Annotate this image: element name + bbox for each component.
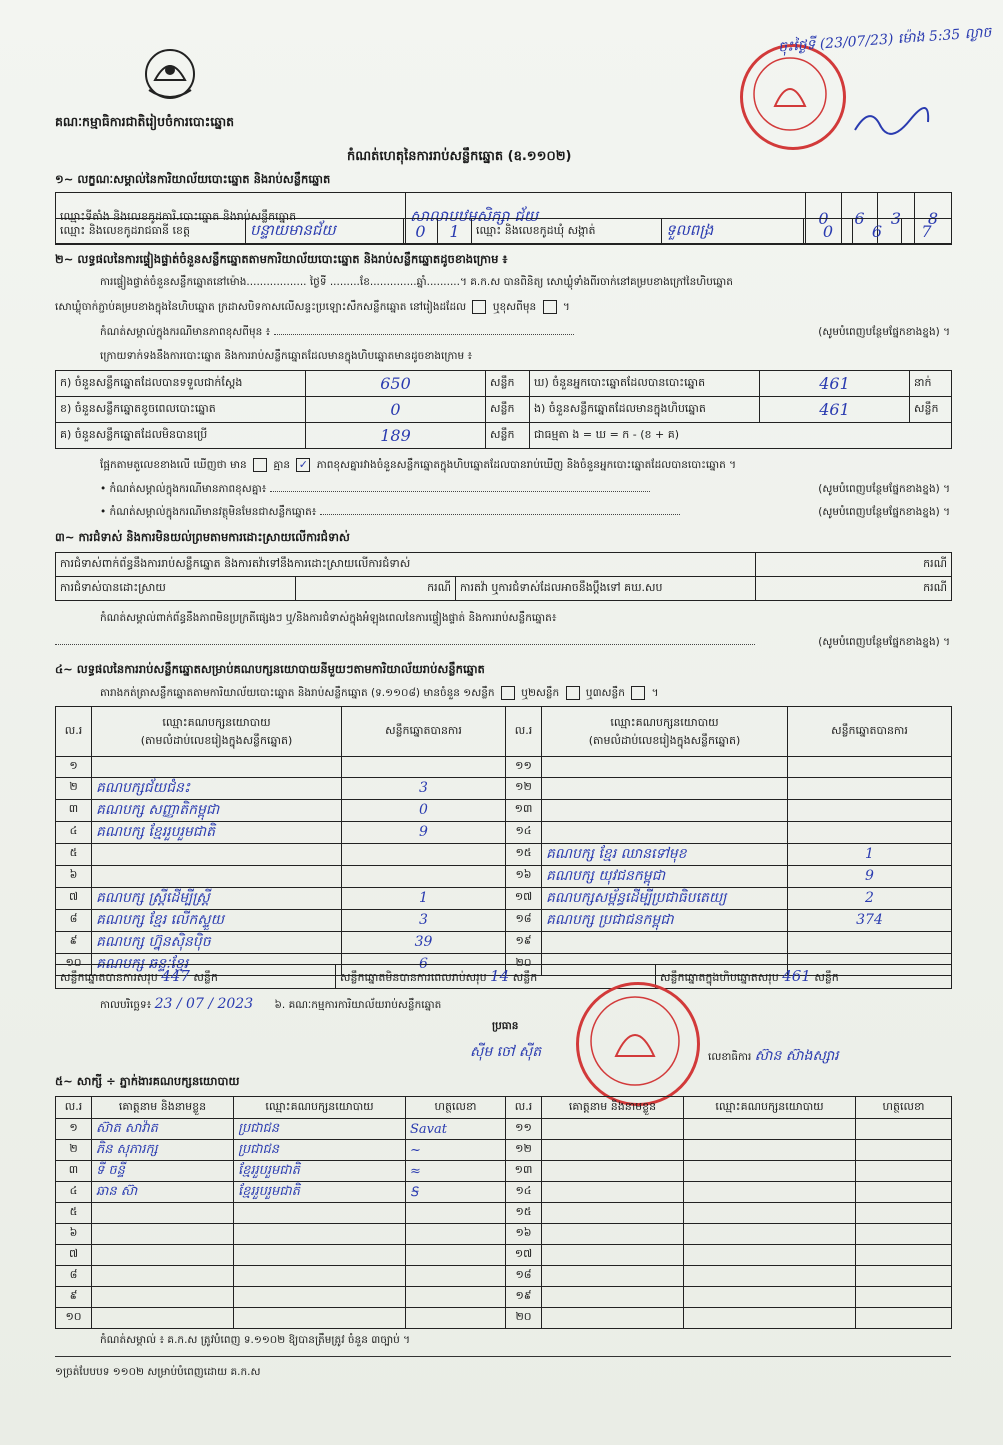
witness-party: [234, 1245, 406, 1266]
difference-bullet: • កំណត់សម្គាល់ក្នុងករណីមានភាពខុសគ្នា៖: [100, 483, 267, 495]
row-no: ១៣: [506, 1161, 542, 1182]
witness-signature: [856, 1140, 952, 1161]
witness-signature: ~: [406, 1140, 506, 1161]
date-value: 23 / 07 / 2023: [154, 996, 254, 1012]
unit: សន្លឹក: [486, 371, 530, 397]
unused-value: 189: [306, 423, 486, 449]
w-col-sign: ហត្ថលេខា: [856, 1097, 952, 1119]
col-no-header: ល.រ: [506, 707, 542, 757]
spoiled-value: 0: [306, 397, 486, 423]
table-row: [56, 1140, 952, 1161]
no-difference-label: គ្មាន: [273, 459, 291, 471]
table-row: [56, 1224, 952, 1245]
witness-signature: [406, 1308, 506, 1329]
witness-signature: [856, 1119, 952, 1140]
col-no-header: ល.រ: [56, 707, 92, 757]
committee-stamp: [576, 982, 700, 1106]
witness-signature: [406, 1266, 506, 1287]
table-row: [56, 777, 952, 799]
row-no: ១៤: [506, 1182, 542, 1203]
has-difference-checkbox[interactable]: [253, 458, 267, 472]
col-party-sub: (តាមលំដាប់លេខរៀងក្នុងសន្លឹកឆ្នោត): [588, 733, 741, 747]
unit: នាក់: [910, 371, 952, 397]
party-name: [542, 931, 788, 953]
witness-name: ឆាន ស៊ា: [92, 1182, 234, 1203]
section2-heading: ២~ លទ្ធផលនៃការផ្ទៀងផ្ទាត់ចំនួនសន្លឹកឆ្នោតតាមការិយាល័យបោះឆ្នោត និងរាប់សន្លឹកឆ្នោតដូចខាងក្រោម ៖: [55, 252, 508, 266]
total-box-label: សន្លឹកឆ្នោតក្នុងហិបឆ្នោតសរុប: [660, 970, 779, 984]
table-row: [56, 1287, 952, 1308]
party-votes: 0: [342, 799, 506, 821]
voters-value: 461: [760, 371, 910, 397]
province-code-digit: 1: [438, 219, 472, 245]
date-label: កាលបរិច្ឆេទ៖: [100, 999, 152, 1011]
party-name: [542, 799, 788, 821]
witness-signature: [856, 1287, 952, 1308]
row-no: ៥: [56, 843, 92, 865]
party-votes: 2: [788, 887, 952, 909]
unit: សន្លឹក: [814, 970, 839, 984]
voters-label: ឃ) ចំនួនអ្នកបោះឆ្នោតដែលបានបោះឆ្នោត: [530, 371, 760, 397]
witness-signature: ≈: [406, 1161, 506, 1182]
table-row: [56, 843, 952, 865]
row-no: ១: [56, 757, 92, 778]
party-name: [92, 843, 342, 865]
no-difference-checkbox[interactable]: ✓: [296, 458, 310, 472]
table-row: [56, 1266, 952, 1287]
party-votes: [788, 821, 952, 843]
received-value: 650: [306, 371, 486, 397]
witness-party: ប្រជាជន: [234, 1140, 406, 1161]
row-no: ១៦: [506, 865, 542, 887]
row-no: ៨: [56, 909, 92, 931]
appeal-label: ការតវ៉ា ឬការជំទាស់ដែលអាចនឹងប្តឹងទៅ គឃ.សប: [456, 577, 756, 601]
unit: សន្លឹក: [486, 397, 530, 423]
row-no: ២០: [506, 1308, 542, 1329]
witness-name: [542, 1287, 684, 1308]
nec-emblem-icon: [135, 40, 205, 108]
w-col-name: គោត្តនាម និងនាមខ្លួន: [92, 1097, 234, 1119]
witness-name: [92, 1224, 234, 1245]
col-votes-header: សន្លឹកឆ្នោតបានការ: [342, 707, 506, 757]
witness-signature: [856, 1266, 952, 1287]
row-no: ៣: [56, 799, 92, 821]
row-no: ១១: [506, 757, 542, 778]
in-box-value: 461: [760, 397, 910, 423]
fill-back-note: (សូមបំពេញបន្ថែមផ្នែកខាងខ្នង) ។: [818, 326, 950, 338]
party-name: គណបក្ស ប្រជាជនកម្ពុជា: [542, 909, 788, 931]
site-value: សាលាបឋមសិក្សា ជ័យ: [406, 193, 806, 244]
foreign-object-bullet: • កំណត់សម្គាល់ក្នុងករណីមានវត្ថុមិនមែនជាសន្លឹកឆ្នោត៖: [100, 506, 317, 518]
province-code-digit: 0: [404, 219, 438, 245]
witness-name: [542, 1266, 684, 1287]
witness-party: [684, 1287, 856, 1308]
row-no: ១៩: [506, 1287, 542, 1308]
col-party-header: ឈ្មោះគណបក្សនយោបាយ: [610, 715, 719, 729]
difference-note-label: កំណត់សម្គាល់ក្នុងករណីមានភាពខុសពីមុន ៖: [100, 326, 271, 338]
party-votes: 9: [342, 821, 506, 843]
changed-checkbox[interactable]: [543, 300, 557, 314]
stamp-signature-icon: [850, 100, 930, 140]
party-votes: 6: [342, 953, 506, 975]
witness-name: [542, 1203, 684, 1224]
witness-party: [234, 1287, 406, 1308]
table-row: [56, 1161, 952, 1182]
case-label: ករណី: [296, 577, 456, 601]
row-no: ៩: [56, 931, 92, 953]
row-no: ១៤: [506, 821, 542, 843]
site-label: ឈ្មោះទីតាំង និងលេខកូដការិ.បោះឆ្នោត និងរាប់សន្លឹកឆ្នោត: [56, 193, 406, 244]
changed-label: ឬខុសពីមុន: [492, 301, 537, 313]
witness-signature: [406, 1224, 506, 1245]
row-no: ១៨: [506, 1266, 542, 1287]
unit: សន្លឹក: [512, 970, 538, 984]
party-name: [542, 821, 788, 843]
row-no: ៤: [56, 821, 92, 843]
table-row: [56, 757, 952, 778]
witness-name: [92, 1266, 234, 1287]
witness-party: [684, 1119, 856, 1140]
witness-signature: [856, 1245, 952, 1266]
one-sheet-checkbox[interactable]: [501, 686, 515, 700]
total-box-value: 461: [782, 966, 811, 985]
section1-heading: ១~ លក្ខណៈសម្គាល់នៃការិយាល័យបោះឆ្នោត និងរាប់សន្លឹកឆ្នោត: [55, 172, 331, 186]
party-votes: 3: [342, 777, 506, 799]
witness-party: ប្រជាជន: [234, 1119, 406, 1140]
witness-name: [542, 1161, 684, 1182]
witness-signature: [856, 1203, 952, 1224]
col-party-sub: (តាមលំដាប់លេខរៀងក្នុងសន្លឹកឆ្នោត): [140, 733, 293, 747]
witness-name: [542, 1119, 684, 1140]
party-name: គណបក្ស ហ្វ៊ុនស៊ិនប៉ិច: [92, 931, 342, 953]
witness-party: [684, 1203, 856, 1224]
section4-heading: ៤~ លទ្ធផលនៃការរាប់សន្លឹកឆ្នោតសម្រាប់គណបក្សនយោបាយនីមួយៗតាមការិយាល័យរាប់សន្លឹកឆ្នោត: [55, 662, 485, 676]
w-col-party: ឈ្មោះគណបក្សនយោបាយ: [684, 1097, 856, 1119]
witness-name: [92, 1287, 234, 1308]
party-votes: 9: [788, 865, 952, 887]
commune-value: ទួលពង្រ: [662, 219, 804, 245]
row-no: ៣: [56, 1161, 92, 1182]
chief-label: ប្រធាន: [492, 1020, 519, 1032]
party-name: គណបក្ស សញ្ញាតិកម្ពុជា: [92, 799, 342, 821]
witness-signature: [406, 1203, 506, 1224]
row-no: ៦: [56, 865, 92, 887]
site-code-digit: 0: [806, 193, 842, 244]
witness-signature: [406, 1287, 506, 1308]
total-invalid-value: 14: [490, 966, 510, 985]
w-col-party: ឈ្មោះគណបក្សនយោបាយ: [234, 1097, 406, 1119]
form-note: កំណត់សម្គាល់ ៖ គ.ក.ស ត្រូវបំពេញ ទ.១១០២ ឱ្យបានត្រឹមត្រូវ ចំនួន ៣ច្បាប់ ។: [100, 1334, 411, 1346]
fill-back-note: (សូមបំពេញបន្ថែមផ្នែកខាងខ្នង) ។: [818, 506, 950, 518]
party-name: គណបក្ស ស្ត្រីដើម្បីស្ត្រី: [92, 887, 342, 909]
party-votes: [342, 843, 506, 865]
table-row: [56, 865, 952, 887]
row-no: ១៧: [506, 887, 542, 909]
witness-party: [684, 1224, 856, 1245]
table-row: [56, 1308, 952, 1329]
party-votes: [788, 757, 952, 778]
party-votes: 1: [342, 887, 506, 909]
witness-party: [684, 1245, 856, 1266]
chief-signature: ស៊ីម ចៅ ស៊ីត: [470, 1044, 542, 1060]
table-row: [56, 931, 952, 953]
stamp-handwritten-note: ចុះថ្ងៃទី (23/07/23) ម៉ោង 5:35 ល្ងាច: [777, 24, 992, 56]
witness-signature: [856, 1224, 952, 1245]
section1-table-row2: [55, 218, 952, 245]
row-no: ២: [56, 777, 92, 799]
total-invalid-label: សន្លឹកឆ្នោតមិនបានការពេលរាប់សរុប: [340, 970, 487, 984]
fill-back-note: (សូមបំពេញបន្ថែមផ្នែកខាងខ្នង) ។: [818, 483, 950, 495]
irregularity-note: កំណត់សម្គាល់ពាក់ព័ន្ធនឹងភាពមិនប្រក្រតីផ្សេងៗ ឬ/និងការជំទាស់ក្នុងអំឡុងពេលនៃការផ្ទៀងផ្ទាត់ និងការរាប់សន្លឹកឆ្នោត៖: [100, 612, 557, 624]
witness-party: [234, 1266, 406, 1287]
spoiled-label: ខ) ចំនួនសន្លឹកឆ្នោតខូចពេលបោះឆ្នោត: [56, 397, 306, 423]
witness-party: [234, 1203, 406, 1224]
witness-party: [684, 1182, 856, 1203]
table-row: [56, 909, 952, 931]
witness-name: [92, 1308, 234, 1329]
w-col-no: ល.រ: [56, 1097, 92, 1119]
ballot-count-table: [55, 370, 952, 449]
col-party-header: ឈ្មោះគណបក្សនយោបាយ: [162, 715, 271, 729]
witness-table: [55, 1096, 952, 1329]
row-no: ១៦: [506, 1224, 542, 1245]
party-votes: [788, 799, 952, 821]
sheets-intro: តារាងកត់ត្រាសន្លឹកឆ្នោតតាមការិយាល័យបោះឆ្នោត និងរាប់សន្លឹកឆ្នោត (ទ.១១០៨) មានចំនួន ១សន្លឹក: [100, 687, 495, 699]
witness-party: [684, 1161, 856, 1182]
committee-label: ៦. គណៈកម្មការការិយាល័យរាប់សន្លឹកឆ្នោត: [274, 999, 442, 1011]
received-label: ក) ចំនួនសន្លឹកឆ្នោតដែលបានទទួលជាក់ស្តែង: [56, 371, 306, 397]
witness-name: [542, 1224, 684, 1245]
unit: សន្លឹក: [193, 970, 218, 984]
witness-party: ខ្មែររួបរួមជាតិ: [234, 1161, 406, 1182]
party-votes: 39: [342, 931, 506, 953]
table-row: [56, 887, 952, 909]
table-row: [56, 821, 952, 843]
commune-code-digit: 6: [853, 219, 902, 245]
w-col-no: ល.រ: [506, 1097, 542, 1119]
row-no: ១៣: [506, 799, 542, 821]
witness-name: [542, 1182, 684, 1203]
witness-party: [234, 1224, 406, 1245]
witness-signature: [856, 1182, 952, 1203]
objections-table: [55, 552, 952, 601]
row-no: ២០: [506, 953, 542, 975]
row-no: ១០: [56, 953, 92, 975]
witness-party: [234, 1308, 406, 1329]
witness-name: [92, 1203, 234, 1224]
party-votes: 374: [788, 909, 952, 931]
party-name: គណបក្ស ខ្មែរ ឈានទៅមុខ: [542, 843, 788, 865]
objection-row: ការជំទាស់ពាក់ព័ន្ធនឹងការរាប់សន្លឹកឆ្នោត និងការតវ៉ាទៅនឹងការដោះស្រាយលើការជំទាស់: [56, 553, 756, 577]
official-stamp: [740, 44, 846, 150]
commune-label: ឈ្មោះ និងលេខកូដឃុំ សង្កាត់: [472, 219, 662, 245]
witness-name: [542, 1140, 684, 1161]
party-name: គណបក្ស ខ្មែររួបរួមជាតិ: [92, 821, 342, 843]
site-code-digit: 6: [842, 193, 878, 244]
party-name: គណបក្ស ឆន្ទៈខ្មែរ: [92, 953, 342, 975]
col-votes-header: សន្លឹកឆ្នោតបានការ: [788, 707, 952, 757]
party-results-table: [55, 706, 952, 976]
party-name: គណបក្សជ័យជំនះ: [92, 777, 342, 799]
witness-name: ភិន សុភារក្ស: [92, 1140, 234, 1161]
party-votes: 3: [342, 909, 506, 931]
w-col-name: គោត្តនាម និងនាមខ្លួន: [542, 1097, 684, 1119]
witness-party: [684, 1266, 856, 1287]
commune-code-digit: 0: [804, 219, 853, 245]
unit: សន្លឹក: [910, 397, 952, 423]
witness-party: ខ្មែររួបរួមជាតិ: [234, 1182, 406, 1203]
party-name: [92, 865, 342, 887]
fill-back-note: (សូមបំពេញបន្ថែមផ្នែកខាងខ្នង) ។: [818, 636, 950, 648]
row-no: ១៥: [506, 843, 542, 865]
compare-text: ផ្អែកតាមតួលេខខាងលើ ឃើញថា មាន: [100, 459, 247, 471]
resolved-label: ការជំទាស់បានដោះស្រាយ: [56, 577, 296, 601]
witness-party: [684, 1308, 856, 1329]
row-no: ៧: [56, 1245, 92, 1266]
document-page: គណៈកម្មាធិការជាតិរៀបចំការបោះឆ្នោត ចុះថ្ងៃទី (23/07/23) ម៉ោង 5:35 ល្ងាច កំណត់ហេតុនៃការរាប់សន្លឹកឆ្នោត (ឧ.១១០២) ១~ លក្ខណៈសម្គាល់នៃការិយាល័យបោះឆ្នោត និងរាប់សន្លឹកឆ្នោត ឈ្មោះទីតាំង និងលេខកូដការិ.បោះឆ្នោត និងរាប់សន្លឹកឆ្នោត សាលាបឋមសិក្សា ជ័យ 0 6 3 8 ឈ្មោះ និងលេខកូដរាជធានី ខេត្ត បន្ទាយមានជ័យ 0 1 ឈ្មោះ និងលេខកូដឃុំ សង្កាត់ ទួលពង្រ 0 6 7 ២~ លទ្ធផលនៃការផ្ទៀងផ្ទាត់ចំនួនសន្លឹកឆ្នោតតាមការិយាល័យបោះឆ្នោត និងរាប់សន្លឹកឆ្នោតដូចខាងក្រោម ៖ ការផ្ទៀងផ្ទាត់ចំនួនសន្លឹកឆ្នោតនៅម៉ោង.................. ថ្ងៃទី .........ខែ..............ឆ្នាំ..........។ គ.ក.ស បានពិនិត្យ សោឃ្លុំទាំងពីរចាក់នៅគម្របខាងក្រៅនៃហិបឆ្នោត សោឃ្លុំចាក់ភ្ជាប់គម្របខាងក្នុងនៃហិបឆ្នោត ក្រដាសបិទកាសលើសន្ទះប្រឡោះសឹកសន្លឹកឆ្នោត នៅរៀងដដែល ឬខុសពីមុន ។ កំណត់សម្គាល់ក្នុងករណីមានភាពខុសពីមុន ៖ (សូមបំពេញបន្ថែមផ្នែកខាងខ្នង) ។ ក្រោយទាក់ទងនឹងការបោះឆ្នោត និងការរាប់សន្លឹកឆ្នោតដែលមានក្នុងហិបឆ្នោតមានដូចខាងក្រោម ៖ ក) ចំនួនសន្លឹកឆ្នោតដែលបានទទួលជាក់ស្តែង 650 សន្លឹក ឃ) ចំនួនអ្នកបោះឆ្នោតដែលបានបោះឆ្នោត 461 នាក់ ខ) ចំនួនសន្លឹកឆ្នោតខូចពេលបោះឆ្នោត 0 សន្លឹក ង) ចំនួនសន្លឹកឆ្នោតដែលមានក្នុងហិបឆ្នោត 461 សន្លឹក គ) ចំនួនសន្លឹកឆ្នោតដែលមិនបានប្រើ 189 សន្លឹក ជាធម្មតា ង = ឃ = ក - (ខ + គ) ផ្អែកតាមតួលេខខាងលើ ឃើញថា មាន គ្មាន ✓ ភាពខុសគ្នារវាងចំនួនសន្លឹកឆ្នោតក្នុងហិបឆ្នោតដែលបានរាប់ឃើញ និងចំនួនអ្នកបោះឆ្នោតដែលបានបោះឆ្នោត ។ • កំណត់សម្គាល់ក្នុងករណីមានភាពខុសគ្នា៖ (សូមបំពេញបន្ថែមផ្នែកខាងខ្នង) ។ • កំណត់សម្គាល់ក្នុងករណីមានវត្ថុមិនមែនជាសន្លឹកឆ្នោត៖ (សូមបំពេញបន្ថែមផ្នែកខាងខ្នង) ។ ៣~ ការជំទាស់ និងការមិនយល់ព្រមតាមការដោះស្រាយលើការជំទាស់ ការជំទាស់ពាក់ព័ន្ធនឹងការរាប់សន្លឹកឆ្នោត និងការតវ៉ាទៅនឹងការដោះស្រាយលើការជំទាស់ ករណី ការជំទាស់បានដោះស្រាយ ករណី ការតវ៉ា ឬការជំទាស់ដែលអាចនឹងប្តឹងទៅ គឃ.សប ករណី កំណត់សម្គាល់ពាក់ព័ន្ធនឹងភាពមិនប្រក្រតីផ្សេងៗ ឬ/និងការជំទាស់ក្នុងអំឡុងពេលនៃការផ្ទៀងផ្ទាត់ និងការរាប់សន្លឹកឆ្នោត៖ (សូមបំពេញបន្ថែមផ្នែកខាងខ្នង) ។ ៤~ លទ្ធផលនៃការរាប់សន្លឹកឆ្នោតសម្រាប់គណបក្សនយោបាយនីមួយៗតាមការិយាល័យរាប់សន្លឹកឆ្នោត តារាងកត់ត្រាសន្លឹកឆ្នោតតាមការិយាល័យបោះឆ្នោត និងរាប់សន្លឹកឆ្នោត (ទ.១១០៨) មានចំនួន ១សន្លឹក ឬ២សន្លឹក ឬ៣សន្លឹក ។ ល.រ ឈ្មោះគណបក្សនយោបាយ (តាមលំដាប់លេខរៀងក្នុងសន្លឹកឆ្នោត) សន្លឹកឆ្នោតបានការ ល.រ ឈ្មោះគណបក្សនយោបាយ (តាមលំដាប់លេខរៀងក្នុងសន្លឹកឆ្នោត) សន្លឹកឆ្នោតបានការ ១ ១១ ២ គណបក្សជ័យជំនះ 3 ១២ ៣ គណបក្ស សញ្ញាតិកម្ពុជា 0 ១៣ ៤ គណបក្ស ខ្មែររួបរួមជាតិ 9 ១៤ ៥ ១៥ គណបក្ស ខ្មែរ ឈានទៅមុខ 1 ៦ ១៦ គណបក្ស យុវជនកម្ពុជា 9 ៧ គណបក្ស ស្ត្រីដើម្បីស្ត្រី 1 ១៧ គណបក្សសម្ព័ន្ធដើម្បីប្រជាធិបតេយ្យ 2 ៨ គណបក្ស ខ្មែរ លើកស្ទួយ 3 ១៨ គណបក្ស ប្រជាជនកម្ពុជា 374 ៩ គណបក្ស ហ្វ៊ុនស៊ិនប៉ិច 39 ១៩ ១០ គណបក្ស ឆន្ទៈខ្មែរ 6 ២០ សន្លឹកឆ្នោតបានការសរុប 447 សន្លឹក សន្លឹកឆ្នោតមិនបានការពេលរាប់សរុប 14 សន្លឹក សន្លឹកឆ្នោតក្នុងហិបឆ្នោតសរុប 461 សន្លឹក កាលបរិច្ឆេទ៖ 23 / 07 / 2023 ៦. គណៈកម្មការការិយាល័យរាប់សន្លឹកឆ្នោត ប្រធាន ស៊ីម ចៅ ស៊ីត លេខាធិការ ស៊ាន ស៊ាងស្សារ ៥~ សាក្សី ÷ ភ្នាក់ងារគណបក្សនយោបាយ ល.រ គោត្តនាម និងនាមខ្លួន ឈ្មោះគណបក្សនយោបាយ ហត្ថលេខា ល.រ គោត្តនាម និងនាមខ្លួន ឈ្មោះគណបក្សនយោបាយ ហត្ថលេខា ១ ស៊ាត សាវ៉ាត ប្រជាជន Savat ១១ ២ ភិន សុភារក្ស ប្រជាជន ~ ១២ ៣ ទី ចន្ទី ខ្មែររួបរួមជាតិ ≈ ១៣ ៤ ឆាន ស៊ា ខ្មែររួបរួមជាតិ Ꭶ ១៤ ៥ ១៥ ៦ ១៦ ៧ ១៧ ៨ ១៨ ៩ ១៩ ១០ ២០ កំណត់សម្គាល់ ៖ គ.ក.ស ត្រូវបំពេញ ទ.១១០២ ឱ្យបានត្រឹមត្រូវ ចំនួន ៣ច្បាប់ ។ ១ច្រត់បែបបទ ១១០២ សម្រាប់បំពេញដោយ គ.ក.ស: [0, 0, 1003, 1445]
case-label: ករណី: [756, 553, 952, 577]
three-sheets-label: ឬ៣សន្លឹក: [585, 687, 625, 699]
party-name: [542, 757, 788, 778]
org-name: គណៈកម្មាធិការជាតិរៀបចំការបោះឆ្នោត: [55, 114, 235, 129]
row-no: ៨: [56, 1266, 92, 1287]
row-no: ១១: [506, 1119, 542, 1140]
party-name: គណបក្ស យុវជនកម្ពុជា: [542, 865, 788, 887]
row-no: ៦: [56, 1224, 92, 1245]
row-no: ១៧: [506, 1245, 542, 1266]
witness-signature: [406, 1245, 506, 1266]
total-valid-label: សន្លឹកឆ្នោតបានការសរុប: [60, 970, 158, 984]
witness-name: [542, 1245, 684, 1266]
witness-signature: [856, 1308, 952, 1329]
province-value: បន្ទាយមានជ័យ: [246, 219, 404, 245]
verification-para2: សោឃ្លុំចាក់ភ្ជាប់គម្របខាងក្នុងនៃហិបឆ្នោត ក្រដាសបិទកាសលើសន្ទះប្រឡោះសឹកសន្លឹកឆ្នោត នៅរៀងដដែល: [55, 301, 467, 313]
w-col-sign: ហត្ថលេខា: [406, 1097, 506, 1119]
case-label: ករណី: [756, 577, 952, 601]
row-no: ១៩: [506, 931, 542, 953]
totals-table: [55, 964, 952, 989]
row-no: ២: [56, 1140, 92, 1161]
section3-heading: ៣~ ការជំទាស់ និងការមិនយល់ព្រមតាមការដោះស្រាយលើការជំទាស់: [55, 530, 350, 544]
party-name: [542, 777, 788, 799]
unchanged-checkbox[interactable]: [472, 300, 486, 314]
witness-name: [542, 1308, 684, 1329]
two-sheets-checkbox[interactable]: [566, 686, 580, 700]
site-code-digit: 8: [915, 193, 952, 244]
witness-name: [92, 1245, 234, 1266]
row-no: ៥: [56, 1203, 92, 1224]
party-votes: [788, 777, 952, 799]
party-votes: [342, 757, 506, 778]
witness-signature: [856, 1161, 952, 1182]
unit: សន្លឹក: [486, 423, 530, 449]
party-votes: [342, 865, 506, 887]
verification-para1: ការផ្ទៀងផ្ទាត់ចំនួនសន្លឹកឆ្នោតនៅម៉ោង.................. ថ្ងៃទី .........ខែ..............ឆ្នាំ..........។ គ.ក.ស បានពិនិត្យ សោឃ្លុំទាំងពីរចាក់នៅគម្របខាងក្រៅនៃហិបឆ្នោត: [100, 276, 733, 288]
table-row: [56, 799, 952, 821]
row-no: ៧: [56, 887, 92, 909]
two-sheets-label: ឬ២សន្លឹក: [521, 687, 560, 699]
form-footer: ១ច្រត់បែបបទ ១១០២ សម្រាប់បំពេញដោយ គ.ក.ស: [55, 1366, 261, 1378]
party-votes: 1: [788, 843, 952, 865]
party-name: គណបក្ស ខ្មែរ លើកស្ទួយ: [92, 909, 342, 931]
formula: ជាធម្មតា ង = ឃ = ក - (ខ + គ): [530, 423, 952, 449]
table-row: [56, 1119, 952, 1140]
section5-heading: ៥~ សាក្សី ÷ ភ្នាក់ងារគណបក្សនយោបាយ: [55, 1074, 240, 1088]
secretary-signature: ស៊ាន ស៊ាងស្សារ: [754, 1048, 839, 1064]
row-no: ៩: [56, 1287, 92, 1308]
count-intro: ក្រោយទាក់ទងនឹងការបោះឆ្នោត និងការរាប់សន្លឹកឆ្នោតដែលមានក្នុងហិបឆ្នោតមានដូចខាងក្រោម ៖: [100, 350, 473, 362]
form-title: កំណត់ហេតុនៃការរាប់សន្លឹកឆ្នោត (ឧ.១១០២): [347, 149, 572, 164]
row-no: ១២: [506, 1140, 542, 1161]
province-label: ឈ្មោះ និងលេខកូដរាជធានី ខេត្ត: [56, 219, 246, 245]
row-no: ៤: [56, 1182, 92, 1203]
secretary-label: លេខាធិការ: [708, 1051, 752, 1063]
row-no: ១: [56, 1119, 92, 1140]
unused-label: គ) ចំនួនសន្លឹកឆ្នោតដែលមិនបានប្រើ: [56, 423, 306, 449]
three-sheets-checkbox[interactable]: [631, 686, 645, 700]
row-no: ១៨: [506, 909, 542, 931]
witness-name: ទី ចន្ទី: [92, 1161, 234, 1182]
party-name: គណបក្សសម្ព័ន្ធដើម្បីប្រជាធិបតេយ្យ: [542, 887, 788, 909]
table-row: [56, 1182, 952, 1203]
row-no: ១៥: [506, 1203, 542, 1224]
row-no: ១០: [56, 1308, 92, 1329]
table-row: [56, 1245, 952, 1266]
party-name: [92, 757, 342, 778]
compare-tail: ភាពខុសគ្នារវាងចំនួនសន្លឹកឆ្នោតក្នុងហិបឆ្នោតដែលបានរាប់ឃើញ និងចំនួនអ្នកបោះឆ្នោតដែលបានបោះឆ្នោត ។: [316, 459, 737, 471]
in-box-label: ង) ចំនួនសន្លឹកឆ្នោតដែលមានក្នុងហិបឆ្នោត: [530, 397, 760, 423]
row-no: ១២: [506, 777, 542, 799]
witness-party: [684, 1140, 856, 1161]
party-votes: [788, 931, 952, 953]
table-row: [56, 1203, 952, 1224]
total-valid-value: 447: [161, 966, 190, 985]
witness-signature: Savat: [406, 1119, 506, 1140]
witness-name: ស៊ាត សាវ៉ាត: [92, 1119, 234, 1140]
site-code-digit: 3: [878, 193, 915, 244]
witness-signature: Ꭶ: [406, 1182, 506, 1203]
commune-code-digit: 7: [902, 219, 952, 245]
